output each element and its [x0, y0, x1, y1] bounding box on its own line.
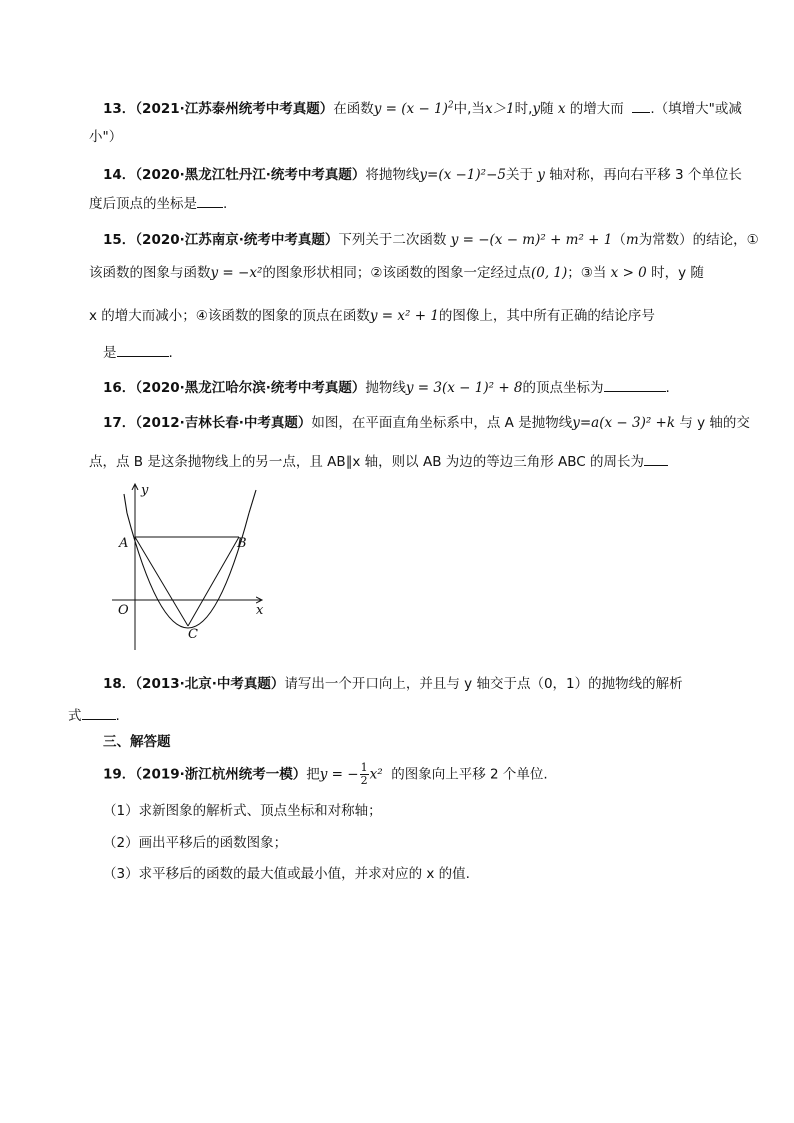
question-text: 关于: [505, 167, 533, 183]
question-number: 14: [103, 167, 122, 183]
label-x: x: [256, 603, 264, 618]
variable: y: [532, 101, 541, 117]
question-source-tag: （2020·江苏南京·统考中考真题）: [135, 232, 339, 248]
question-number: 13: [103, 101, 122, 117]
label-y: y: [141, 483, 149, 498]
subquestion-1: （1）求新图象的解析式、顶点坐标和对称轴；: [103, 803, 382, 819]
question-text: 请写出一个开口向上，并且与 y 轴交于点（0，1）的抛物线的解析: [284, 676, 683, 692]
section-heading: 三、解答题: [103, 734, 171, 750]
answer-blank[interactable]: [117, 342, 169, 357]
label-point-c: C: [188, 627, 198, 642]
answer-blank[interactable]: [604, 377, 666, 392]
question-13-continuation: 小"）: [89, 129, 123, 145]
question-source-tag: （2021·江苏泰州统考中考真题）: [135, 101, 334, 117]
question-text: .（填增大"或减: [650, 101, 742, 117]
question-text: 抛物线: [365, 380, 406, 396]
fraction: $\frac{1}{2}$: [360, 761, 368, 787]
parabola-curve-extension: [124, 494, 127, 513]
variable: x: [557, 101, 566, 117]
question-number: 17: [103, 415, 122, 431]
question-text: 为常数）的结论，①: [638, 232, 759, 248]
answer-blank[interactable]: [197, 193, 223, 208]
question-source-tag: （2013·北京·中考真题）: [135, 676, 285, 692]
question-number: 19: [103, 766, 122, 783]
question-18: 18．（2013·北京·中考真题）请写出一个开口向上，并且与 y 轴交于点（0，1）的抛物线的解析: [103, 676, 683, 692]
question-number: 18: [103, 676, 122, 692]
label-origin: O: [118, 603, 129, 618]
question-15-line-4: 是 .: [103, 342, 173, 364]
question-19: 19．（2019·浙江杭州统考一模）把y = − $\frac{1}{2}$ x² 的图象向上平移 2 个单位.: [103, 761, 548, 787]
variable: y: [537, 167, 545, 183]
question-text: 下列关于二次函数: [338, 232, 447, 248]
formula: y = −(x − m)² + m² + 1: [450, 232, 613, 248]
subquestion-2: （2）画出平移后的函数图象；: [103, 835, 288, 851]
answer-blank[interactable]: [82, 705, 116, 720]
variable: m: [625, 232, 639, 248]
formula: y = x² + 1: [369, 308, 439, 324]
question-text: 如图，在平面直角坐标系中，点 A 是抛物线: [311, 415, 573, 431]
question-13: 13．（2021·江苏泰州统考中考真题）在函数$y = (x - 1)^2$中,当x＞1时,y随 x 的增大而 .（填增大"或减: [103, 98, 742, 120]
segment-ac: [135, 537, 188, 626]
point: (0, 1): [530, 265, 568, 281]
answer-blank[interactable]: [632, 98, 650, 113]
formula: y = 3(x − 1)² + 8: [405, 380, 523, 396]
question-text: 的顶点坐标为: [522, 380, 604, 396]
question-text: 在函数: [333, 101, 374, 117]
question-source-tag: （2020·黑龙江牡丹江·统考中考真题）: [135, 167, 366, 183]
question-15-line-3: x 的增大而减小；④该函数的图象的顶点在函数y = x² + 1的图像上，其中所有正确的结论序号: [89, 308, 655, 324]
question-number: 15: [103, 232, 122, 248]
question-17-continuation: 点，点 B 是这条抛物线上的另一点，且 AB∥x 轴，则以 AB 为边的等边三角形 ABC 的周长为: [89, 451, 668, 473]
question-14-continuation: 度后顶点的坐标是 .: [89, 193, 227, 215]
subquestion-3: （3）求平移后的函数的最大值或最小值，并求对应的 x 的值.: [103, 866, 470, 882]
question-15: 15．（2020·江苏南京·统考中考真题）下列关于二次函数 y = −(x − m)² + m² + 1（m为常数）的结论，①: [103, 232, 759, 248]
question-text: 中,当: [453, 101, 485, 117]
question-14: 14．（2020·黑龙江牡丹江·统考中考真题）将抛物线y=(x −1)²−5关于 y 轴对称，再向右平移 3 个单位长: [103, 167, 742, 183]
parabola-figure: [108, 480, 278, 655]
question-source-tag: （2012·吉林长春·中考真题）: [135, 415, 312, 431]
question-source-tag: （2020·黑龙江哈尔滨·统考中考真题）: [135, 380, 366, 396]
parabola-curve-extension: [249, 490, 256, 513]
formula: y = −x²: [210, 265, 263, 281]
question-18-continuation: 式 .: [68, 705, 120, 727]
segment-bc: [188, 537, 239, 626]
question-text: 时,: [514, 101, 533, 117]
condition: x > 0: [610, 265, 647, 281]
question-text: 将抛物线: [365, 167, 420, 183]
parabola-curve: [127, 513, 249, 628]
question-text: 轴对称，再向右平移 3 个单位长: [549, 167, 742, 183]
label-point-a: A: [119, 536, 129, 551]
condition: x＞1: [484, 101, 515, 117]
question-text: 的增大而: [569, 101, 624, 117]
question-text: 随: [540, 101, 554, 117]
label-point-b: B: [237, 536, 247, 551]
question-text: 与 y 轴的交: [679, 415, 750, 431]
question-text: 的图象向上平移 2 个单位.: [391, 766, 548, 783]
question-15-line-2: 该函数的图象与函数y = −x²的图象形状相同；②该函数的图象一定经过点(0, 1)；③当 x > 0 时，y 随: [89, 265, 704, 281]
answer-blank[interactable]: [644, 451, 668, 466]
formula: y = −: [319, 766, 359, 783]
formula: y=a(x − 3)² +k: [572, 415, 676, 431]
formula: y=(x −1)²−5: [419, 167, 506, 183]
question-text: 把: [306, 766, 320, 783]
question-16: 16．（2020·黑龙江哈尔滨·统考中考真题）抛物线y = 3(x − 1)² + 8的顶点坐标为 .: [103, 377, 670, 399]
formula: $y = (x - 1)^2$: [373, 100, 454, 117]
formula: x²: [369, 766, 383, 783]
question-17: 17．（2012·吉林长春·中考真题）如图，在平面直角坐标系中，点 A 是抛物线y=a(x − 3)² +k 与 y 轴的交: [103, 415, 750, 431]
question-source-tag: （2019·浙江杭州统考一模）: [135, 766, 307, 783]
question-number: 16: [103, 380, 122, 396]
